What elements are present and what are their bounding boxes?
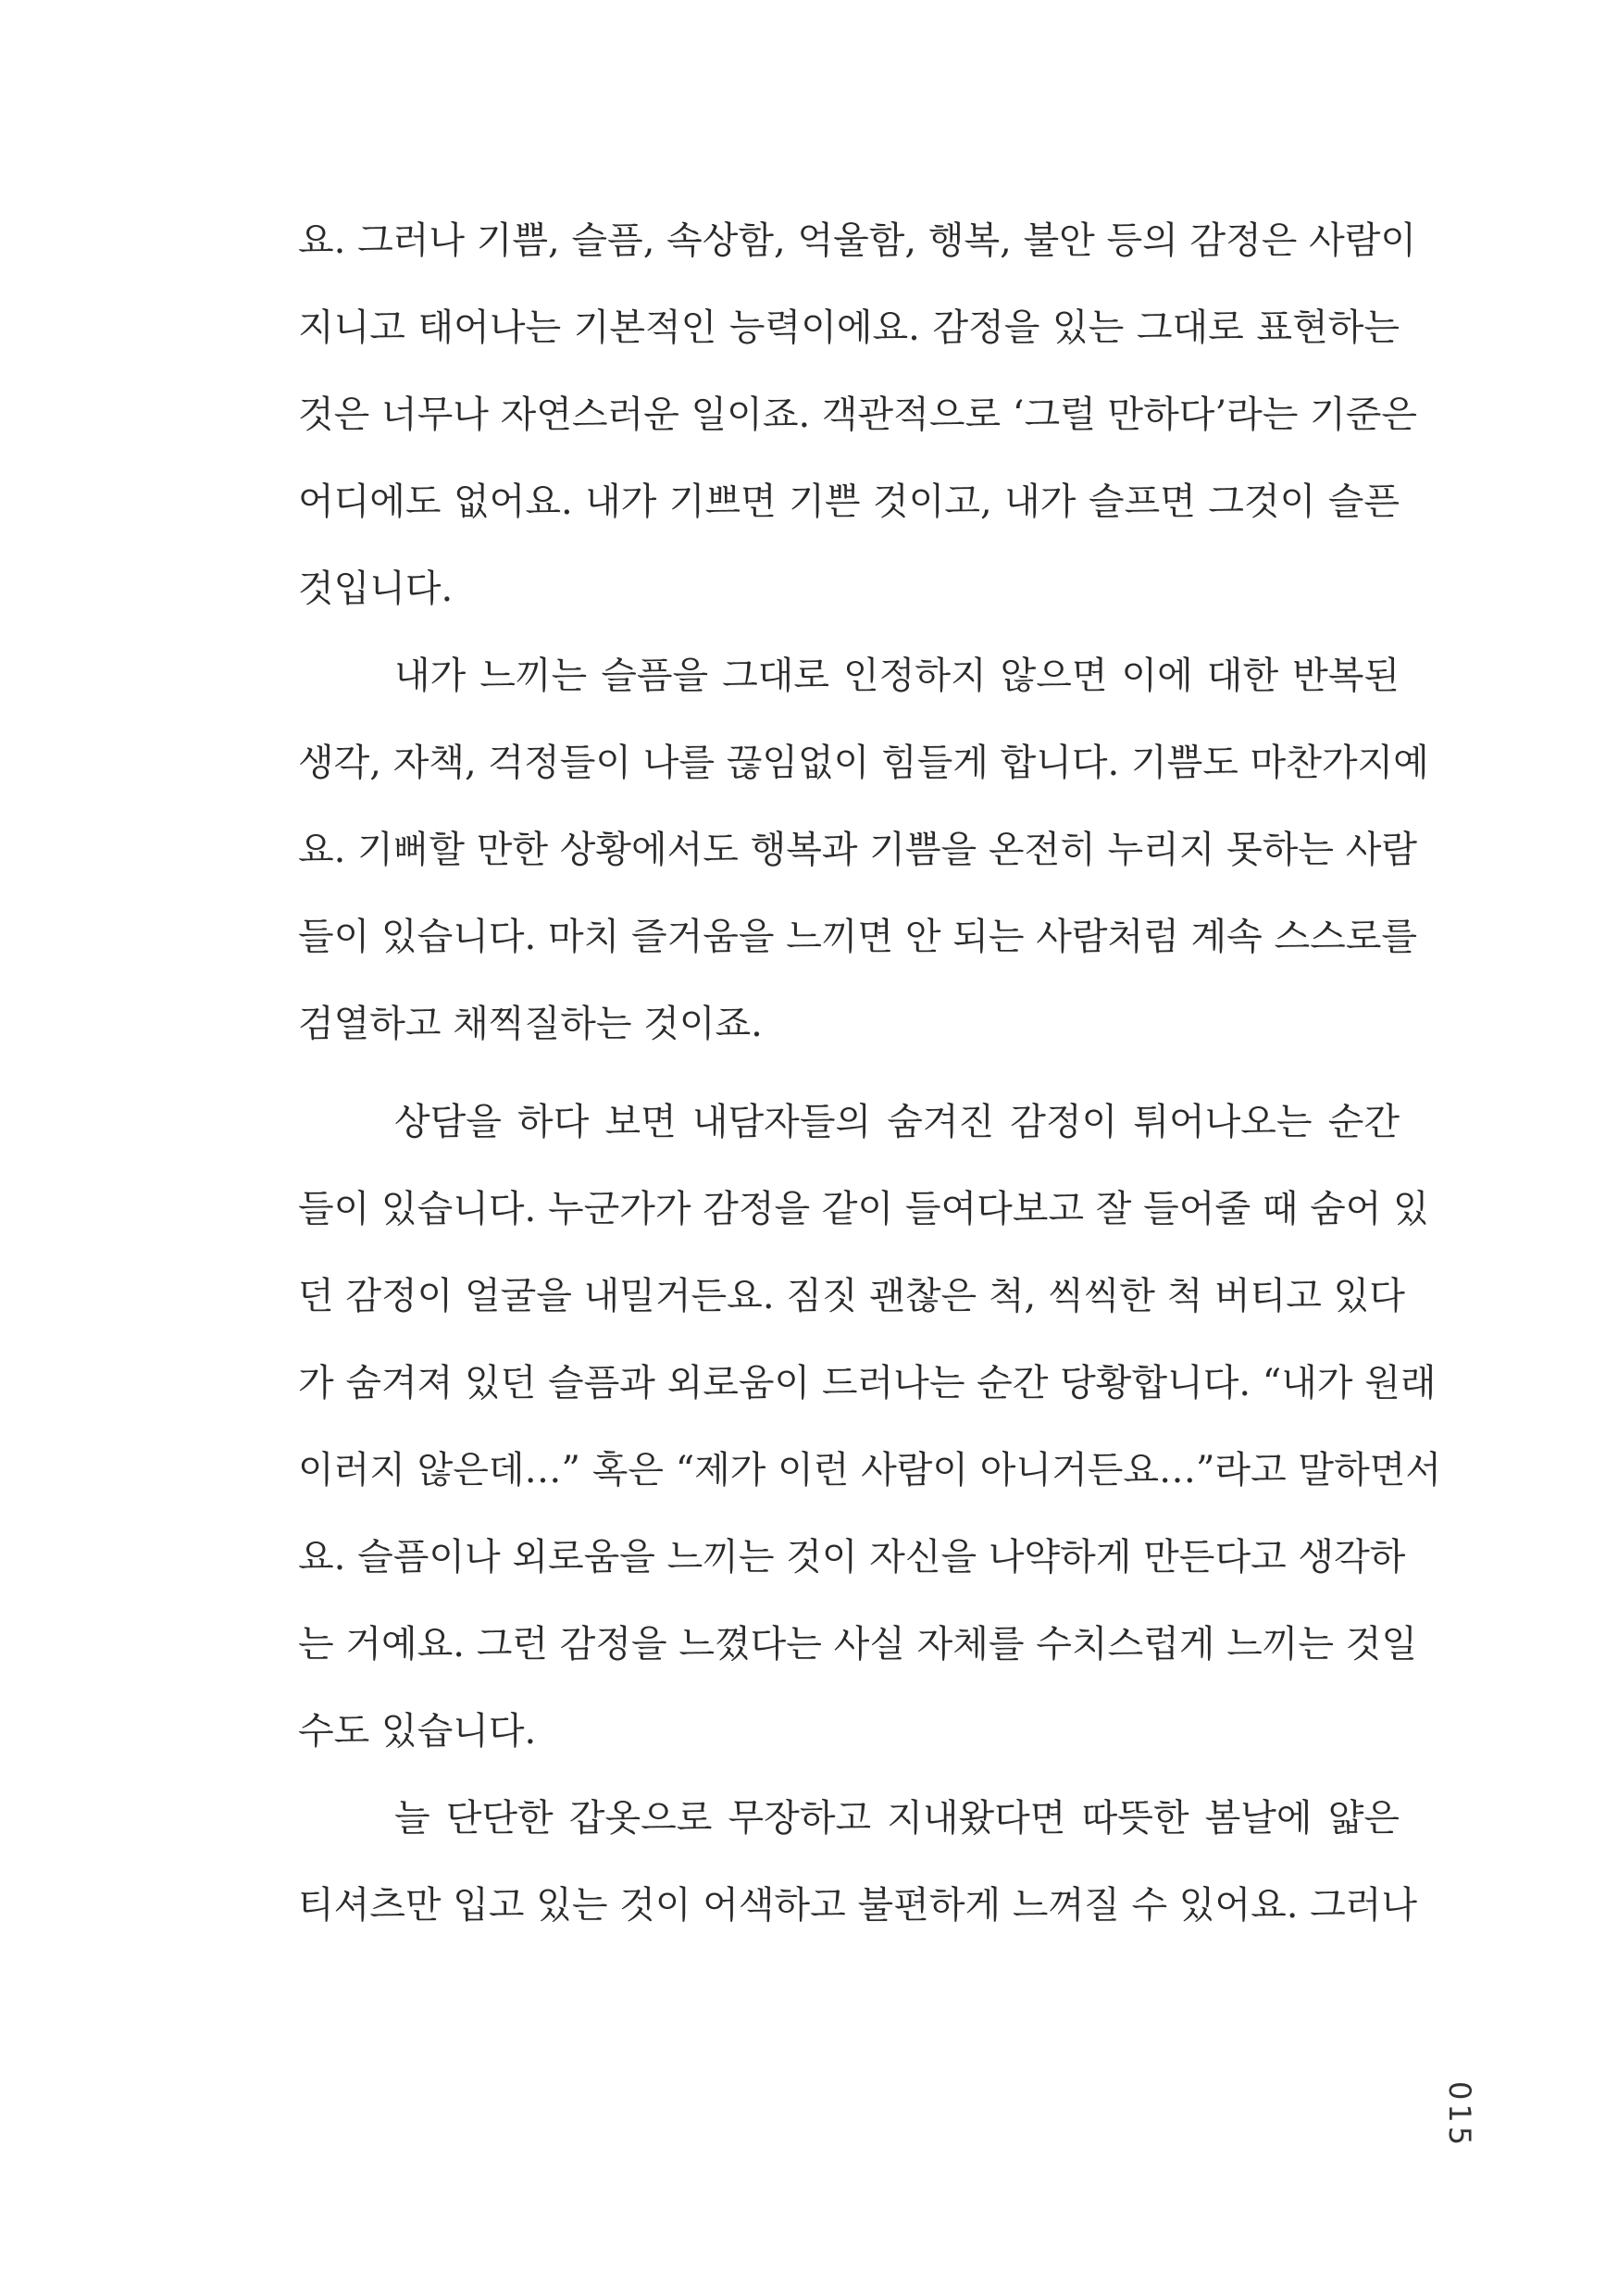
text-line: 것은 너무나 자연스러운 일이죠. 객관적으로 ‘그럴 만하다’라는 기준은 [298, 393, 1418, 436]
text-line: 들이 있습니다. 누군가가 감정을 같이 들여다보고 잘 들어줄 때 숨어 있 [298, 1188, 1429, 1230]
paragraph-first-line: 늘 단단한 갑옷으로 무장하고 지내왔다면 따뜻한 봄날에 얇은 [394, 1797, 1400, 1840]
page-number: 015 [1442, 2081, 1477, 2150]
text-line: 들이 있습니다. 마치 즐거움을 느끼면 안 되는 사람처럼 계속 스스로를 [298, 916, 1418, 958]
text-line: 수도 있습니다. [298, 1710, 537, 1753]
text-line: 생각, 자책, 걱정들이 나를 끊임없이 힘들게 합니다. 기쁨도 마찬가지예 [298, 742, 1429, 784]
text-line: 것입니다. [298, 568, 454, 610]
body-text-section-1 [298, 197, 1429, 1067]
paragraph-first-line: 내가 느끼는 슬픔을 그대로 인정하지 않으면 이에 대한 반복된 [394, 655, 1400, 697]
text-line: 요. 기뻐할 만한 상황에서도 행복과 기쁨을 온전히 누리지 못하는 사람 [298, 829, 1418, 871]
text-line: 요. 그러나 기쁨, 슬픔, 속상함, 억울함, 행복, 불안 등의 감정은 사람이 [298, 219, 1417, 262]
text-line: 요. 슬픔이나 외로움을 느끼는 것이 자신을 나약하게 만든다고 생각하 [298, 1536, 1406, 1578]
body-text-section-2 [298, 1079, 1441, 1949]
text-line: 던 감정이 얼굴을 내밀거든요. 짐짓 괜찮은 척, 씩씩한 척 버티고 있다 [298, 1275, 1405, 1317]
text-line: 가 숨겨져 있던 슬픔과 외로움이 드러나는 순간 당황합니다. “내가 원래 [298, 1362, 1437, 1404]
text-line: 이러지 않은데…” 혹은 “제가 이런 사람이 아니거든요…”라고 말하면서 [298, 1449, 1441, 1491]
text-line: 지니고 태어나는 기본적인 능력이에요. 감정을 있는 그대로 표현하는 [298, 306, 1400, 349]
text-line: 는 거예요. 그런 감정을 느꼈다는 사실 자체를 수치스럽게 느끼는 것일 [298, 1623, 1418, 1666]
text-line: 티셔츠만 입고 있는 것이 어색하고 불편하게 느껴질 수 있어요. 그러나 [298, 1884, 1418, 1927]
paragraph-first-line: 상담을 하다 보면 내담자들의 숨겨진 감정이 튀어나오는 순간 [394, 1101, 1400, 1143]
text-line: 어디에도 없어요. 내가 기쁘면 기쁜 것이고, 내가 슬프면 그것이 슬픈 [298, 480, 1400, 523]
text-line: 검열하고 채찍질하는 것이죠. [298, 1003, 763, 1045]
